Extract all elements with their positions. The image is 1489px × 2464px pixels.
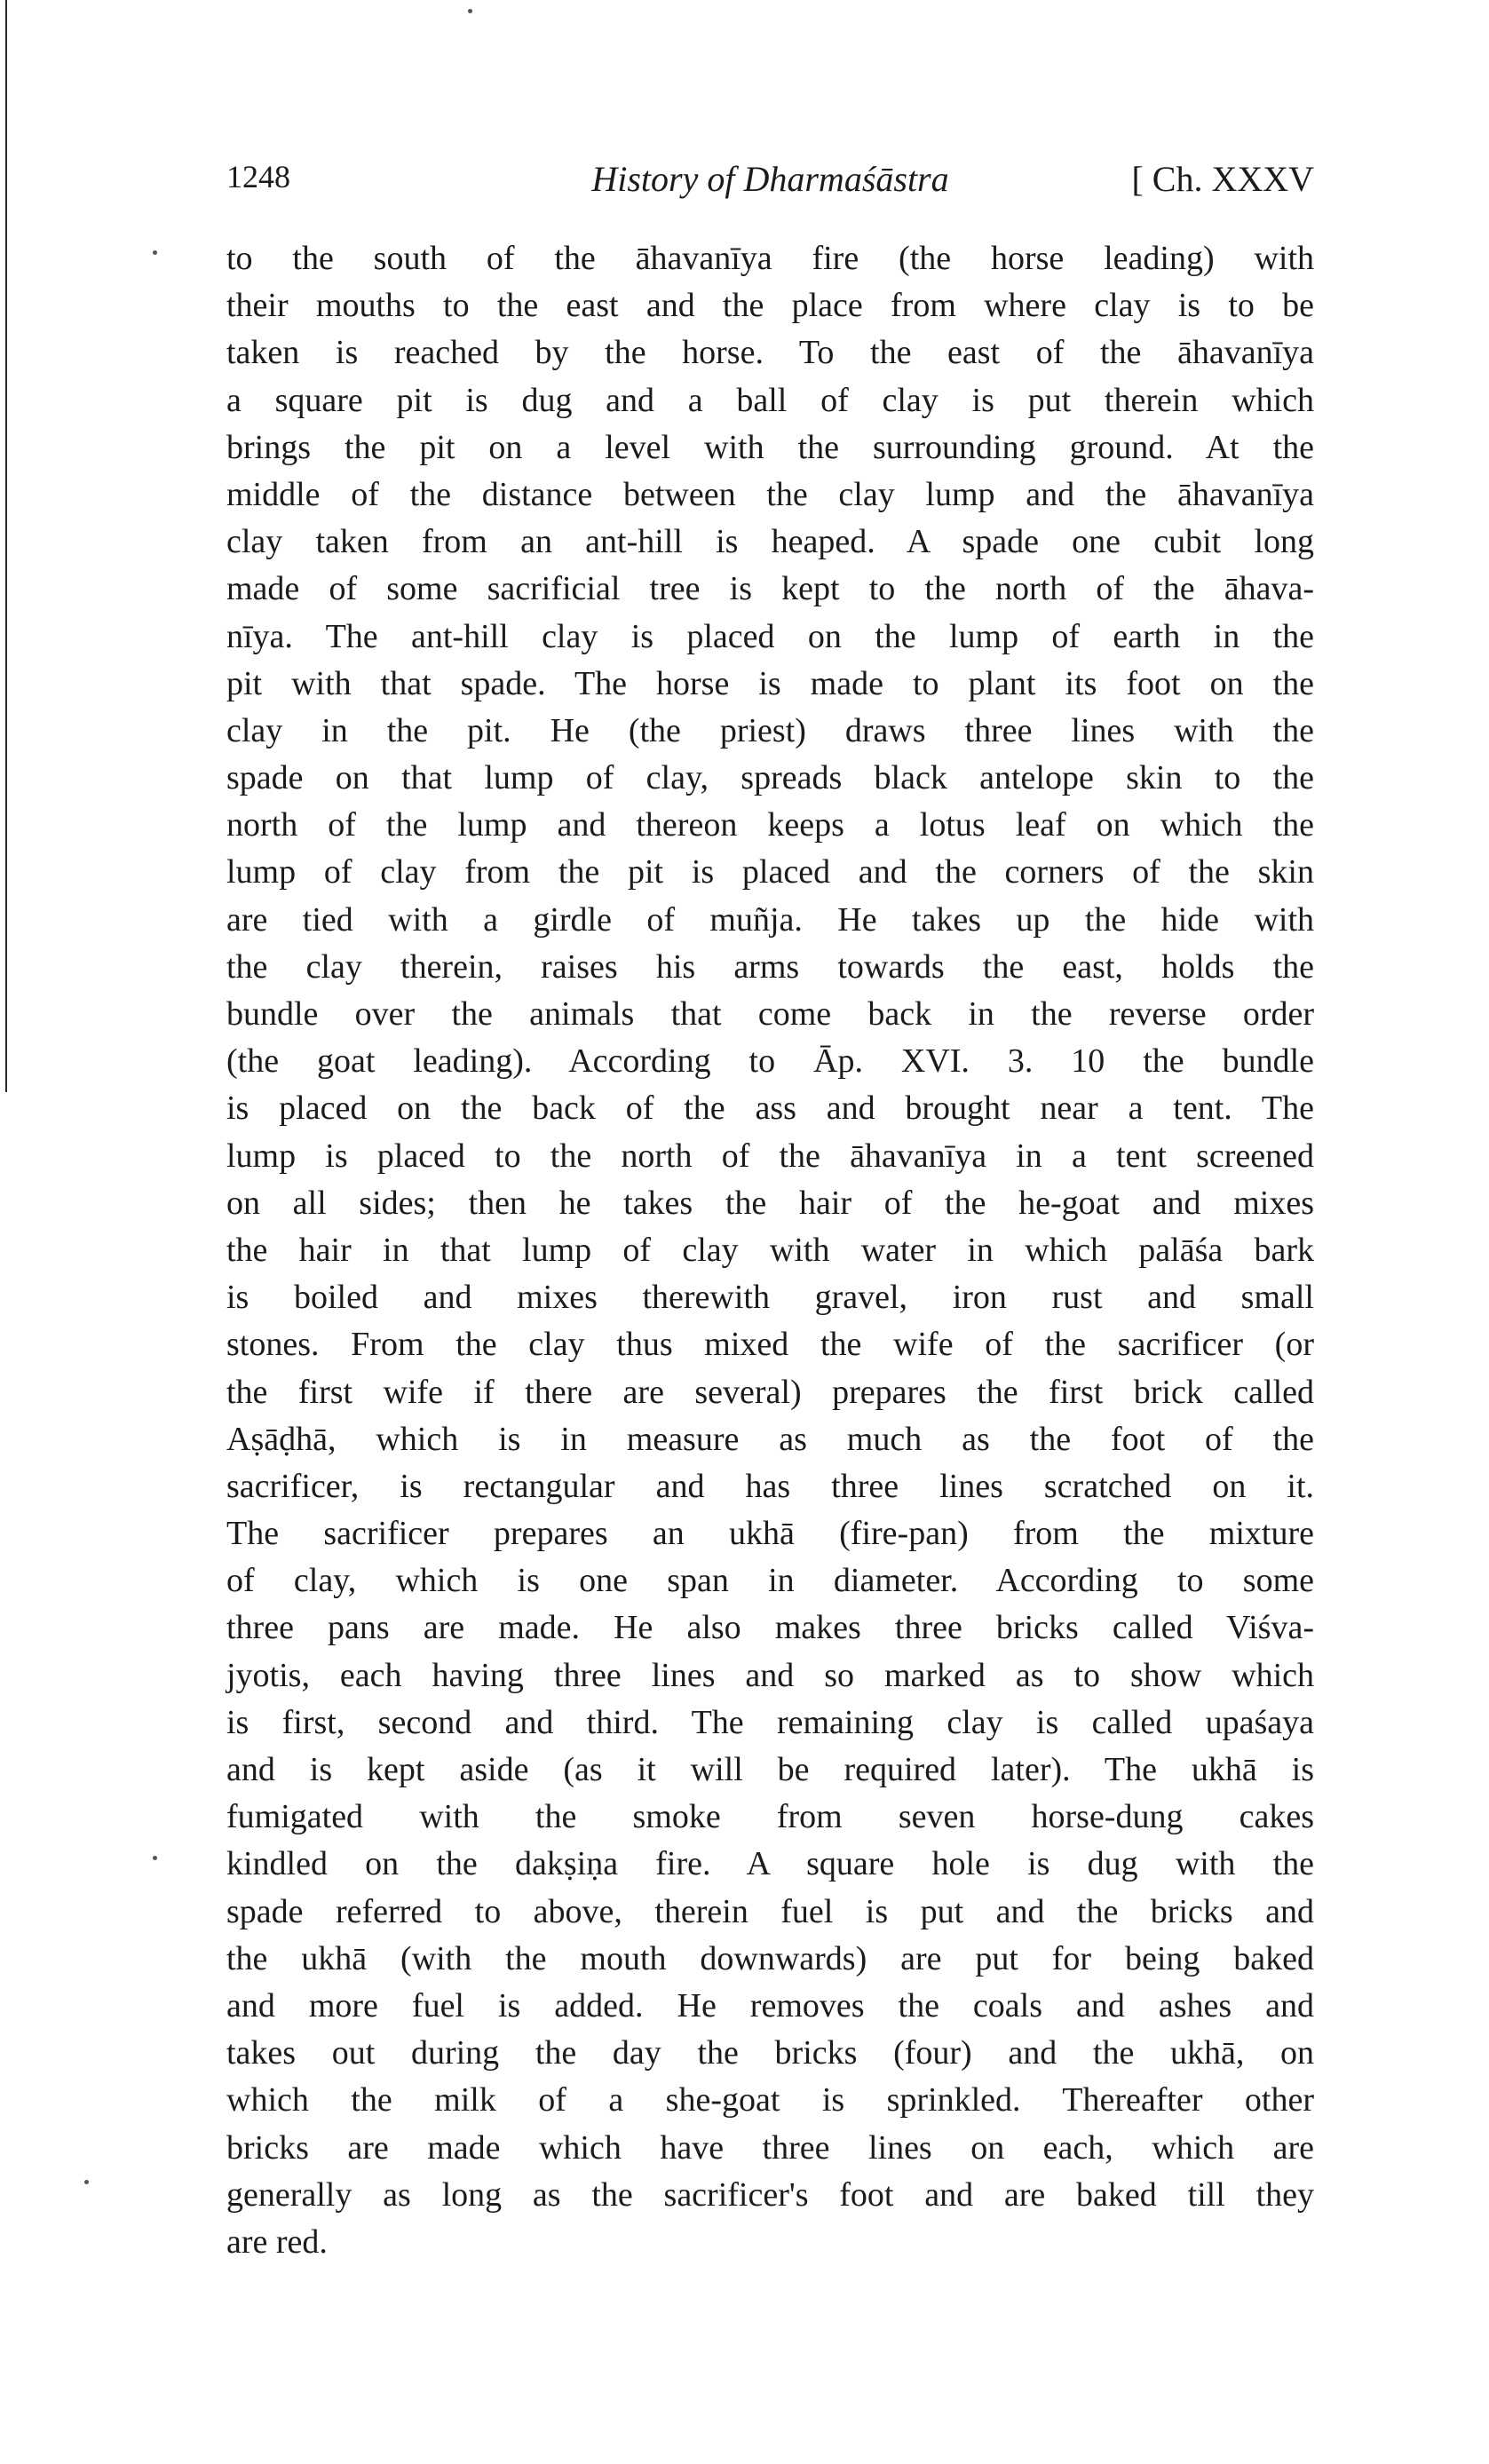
text-line: of clay, which is one span in diameter. According to some [226, 1562, 1314, 1600]
text-line: stones. From the clay thus mixed the wife of the sacrificer (or [226, 1326, 1314, 1364]
text-line: the ukhā (with the mouth downwards) are put for being baked [226, 1939, 1314, 1977]
scan-speck [84, 2180, 89, 2184]
text-line: and is kept aside (as it will be required later). The ukhā is [226, 1751, 1314, 1788]
text-line: north of the lump and thereon keeps a lotus leaf on which the [226, 806, 1314, 844]
text-line: three pans are made. He also makes three bricks called Viśva- [226, 1609, 1314, 1647]
page-number: 1248 [226, 159, 290, 194]
text-line: clay taken from an ant-hill is heaped. A spade one cubit long [226, 523, 1314, 561]
text-line: sacrificer, is rectangular and has three lines scratched on it. [226, 1467, 1314, 1505]
text-line: clay in the pit. He (the priest) draws three lines with the [226, 711, 1314, 749]
text-line: (the goat leading). According to Āp. XVI. 3. 10 the bundle [226, 1042, 1314, 1081]
text-line: is boiled and mixes therewith gravel, iron rust and small [226, 1279, 1314, 1317]
chapter-label: [ Ch. XXXV [1131, 159, 1314, 199]
text-line: The sacrificer prepares an ukhā (fire-pan) from the mixture [226, 1515, 1314, 1553]
text-line: and more fuel is added. He removes the coals and ashes and [226, 1986, 1314, 2024]
text-line: on all sides; then he takes the hair of the he-goat and mixes [226, 1184, 1314, 1222]
text-line: generally as long as the sacrificer's foot and are baked till they [226, 2175, 1314, 2214]
text-line: fumigated with the smoke from seven horse-dung cakes [226, 1798, 1314, 1836]
text-line: made of some sacrificial tree is kept to the north of the āhava- [226, 570, 1314, 608]
body-text [226, 235, 1314, 2266]
text-line: the clay therein, raises his arms towards the east, holds the [226, 947, 1314, 986]
text-line: pit with that spade. The horse is made to plant its foot on the [226, 664, 1314, 702]
text-line: a square pit is dug and a ball of clay is put therein which [226, 381, 1314, 419]
text-line: are red. [226, 2222, 328, 2261]
text-line: lump of clay from the pit is placed and the corners of the skin [226, 853, 1314, 891]
text-line: spade referred to above, therein fuel is put and the bricks and [226, 1892, 1314, 1930]
text-line: middle of the distance between the clay lump and the āhavanīya [226, 475, 1314, 513]
text-line: jyotis, each having three lines and so marked as to show which [226, 1656, 1314, 1694]
text-line: kindled on the dakṣiṇa fire. A square hole is dug with the [226, 1845, 1314, 1883]
text-line: Aṣāḍhā, which is in measure as much as the foot of the [226, 1420, 1314, 1458]
text-line: nīya. The ant-hill clay is placed on the lump of earth in the [226, 617, 1314, 655]
running-title: History of Dharmaśāstra [591, 159, 949, 199]
page-edge-rule [5, 0, 7, 1092]
text-line: lump is placed to the north of the āhavanīya in a tent screened [226, 1137, 1314, 1175]
text-line: to the south of the āhavanīya fire (the horse leading) with [226, 240, 1314, 277]
text-line: are tied with a girdle of muñja. He takes up the hide with [226, 900, 1314, 939]
text-line: takes out during the day the bricks (four) and the ukhā, on [226, 2034, 1314, 2072]
text-line: bundle over the animals that come back in the reverse order [226, 995, 1314, 1033]
text-line: is first, second and third. The remaining clay is called upaśaya [226, 1703, 1314, 1741]
text-line: which the milk of a she-goat is sprinkled. Thereafter other [226, 2081, 1314, 2119]
text-line: is placed on the back of the ass and brought near a tent. The [226, 1089, 1314, 1128]
scan-speck [153, 1856, 157, 1860]
text-line: the hair in that lump of clay with water in which palāśa bark [226, 1231, 1314, 1269]
page-header [226, 158, 1314, 211]
scan-speck [153, 250, 157, 255]
text-line: their mouths to the east and the place from where clay is to be [226, 287, 1314, 325]
text-line: the first wife if there are several) prepares the first brick called [226, 1373, 1314, 1411]
text-line: brings the pit on a level with the surrounding ground. At the [226, 428, 1314, 466]
text-line: bricks are made which have three lines on each, which are [226, 2128, 1314, 2167]
scan-speck [468, 9, 472, 13]
text-line: taken is reached by the horse. To the east of the āhavanīya [226, 334, 1314, 372]
text-line: spade on that lump of clay, spreads black antelope skin to the [226, 759, 1314, 797]
